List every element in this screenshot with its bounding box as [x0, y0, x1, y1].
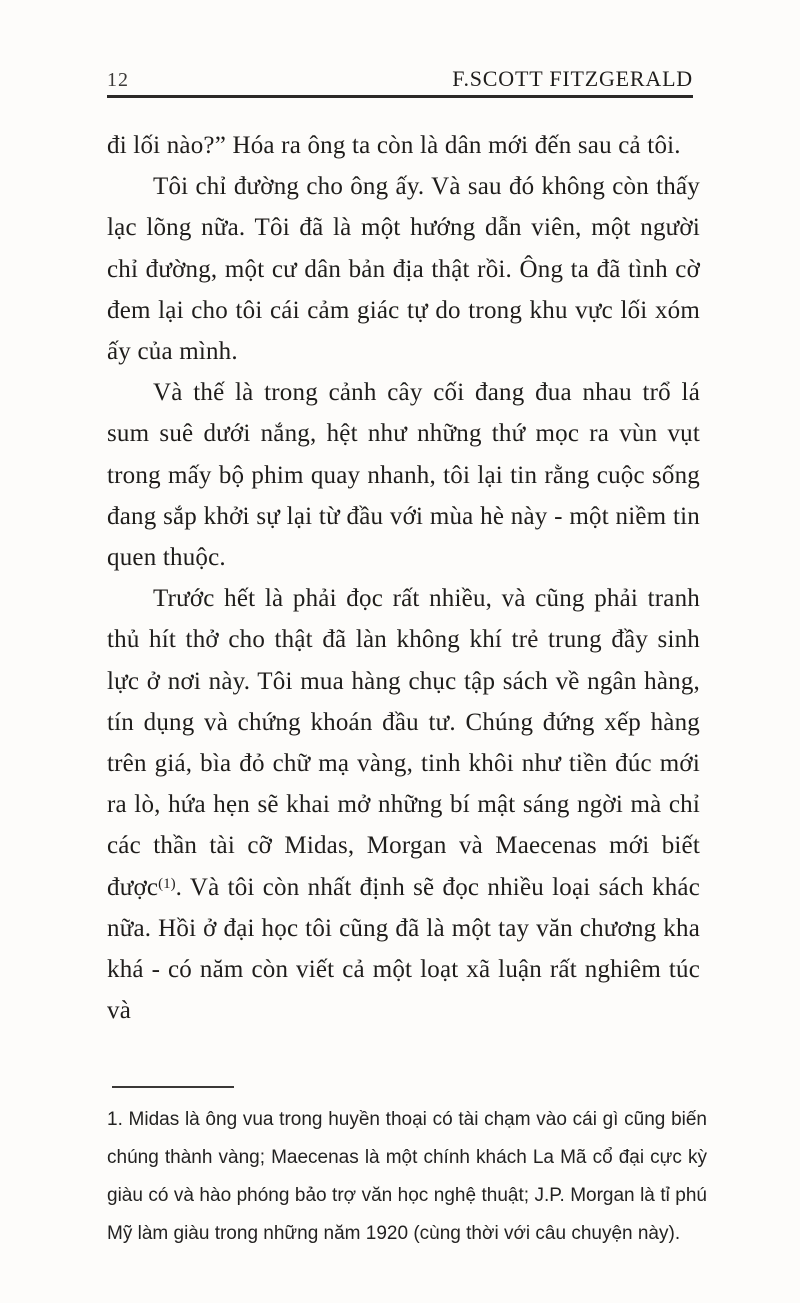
paragraph: Tôi chỉ đường cho ông ấy. Và sau đó không còn thấy lạc lõng nữa. Tôi đã là một hướng dẫn viên, một người chỉ đường, một cư dân bản địa thật rồi. Ông ta đã tình cờ đem lại cho tôi cái cảm giác tự do trong khu vực lối xóm ấy của mình.: [107, 173, 700, 366]
header-rule: [107, 95, 693, 98]
page-number: 12: [107, 69, 129, 91]
paragraph: Và thế là trong cảnh cây cối đang đua nhau trổ lá sum suê dưới nắng, hệt như những thứ mọc ra vùn vụt trong mấy bộ phim quay nhanh, tôi lại tin rằng cuộc sống đang sắp khởi sự lại từ đầu với mùa hè này - một niềm tin quen thuộc.: [107, 379, 700, 572]
page-header: [107, 66, 693, 92]
paragraph: đi lối nào?” Hóa ra ông ta còn là dân mới đến sau cả tôi.: [107, 132, 681, 159]
paragraph-text: . Và tôi còn nhất định sẽ đọc nhiều loại sách khác nữa. Hồi ở đại học tôi cũng đã là một tay văn chương kha khá - có năm còn viết cả một loạt xã luận rất nghiêm túc và: [107, 873, 700, 1025]
running-title: F.SCOTT FITZGERALD: [452, 66, 693, 91]
footnote: [107, 1101, 707, 1253]
body-text: [107, 125, 700, 1031]
paragraph: [107, 578, 700, 1031]
footnote-text: 1. Midas là ông vua trong huyền thoại có tài chạm vào cái gì cũng biến chúng thành vàng; Maecenas là một chính khách La Mã cổ đại cực kỳ giàu có và hào phóng bảo trợ văn học nghệ thuật; J.P. Morgan là tỉ phú Mỹ làm giàu trong những năm 1920 (cùng thời với câu chuyện này).: [107, 1109, 707, 1244]
footnote-rule: [112, 1086, 234, 1088]
paragraph-text: Trước hết là phải đọc rất nhiều, và cũng phải tranh thủ hít thở cho thật đã làn không khí trẻ trung đầy sinh lực ở nơi này. Tôi mua hàng chục tập sách về ngân hàng, tín dụng và chứng khoán đầu tư. Chúng đứng xếp hàng trên giá, bìa đỏ chữ mạ vàng, tinh khôi như tiền đúc mới ra lò, hứa hẹn sẽ khai mở những bí mật sáng ngời mà chỉ các thần tài cỡ Midas, Morgan và Maecenas mới biết được: [107, 585, 700, 901]
footnote-reference: (1): [158, 875, 176, 892]
